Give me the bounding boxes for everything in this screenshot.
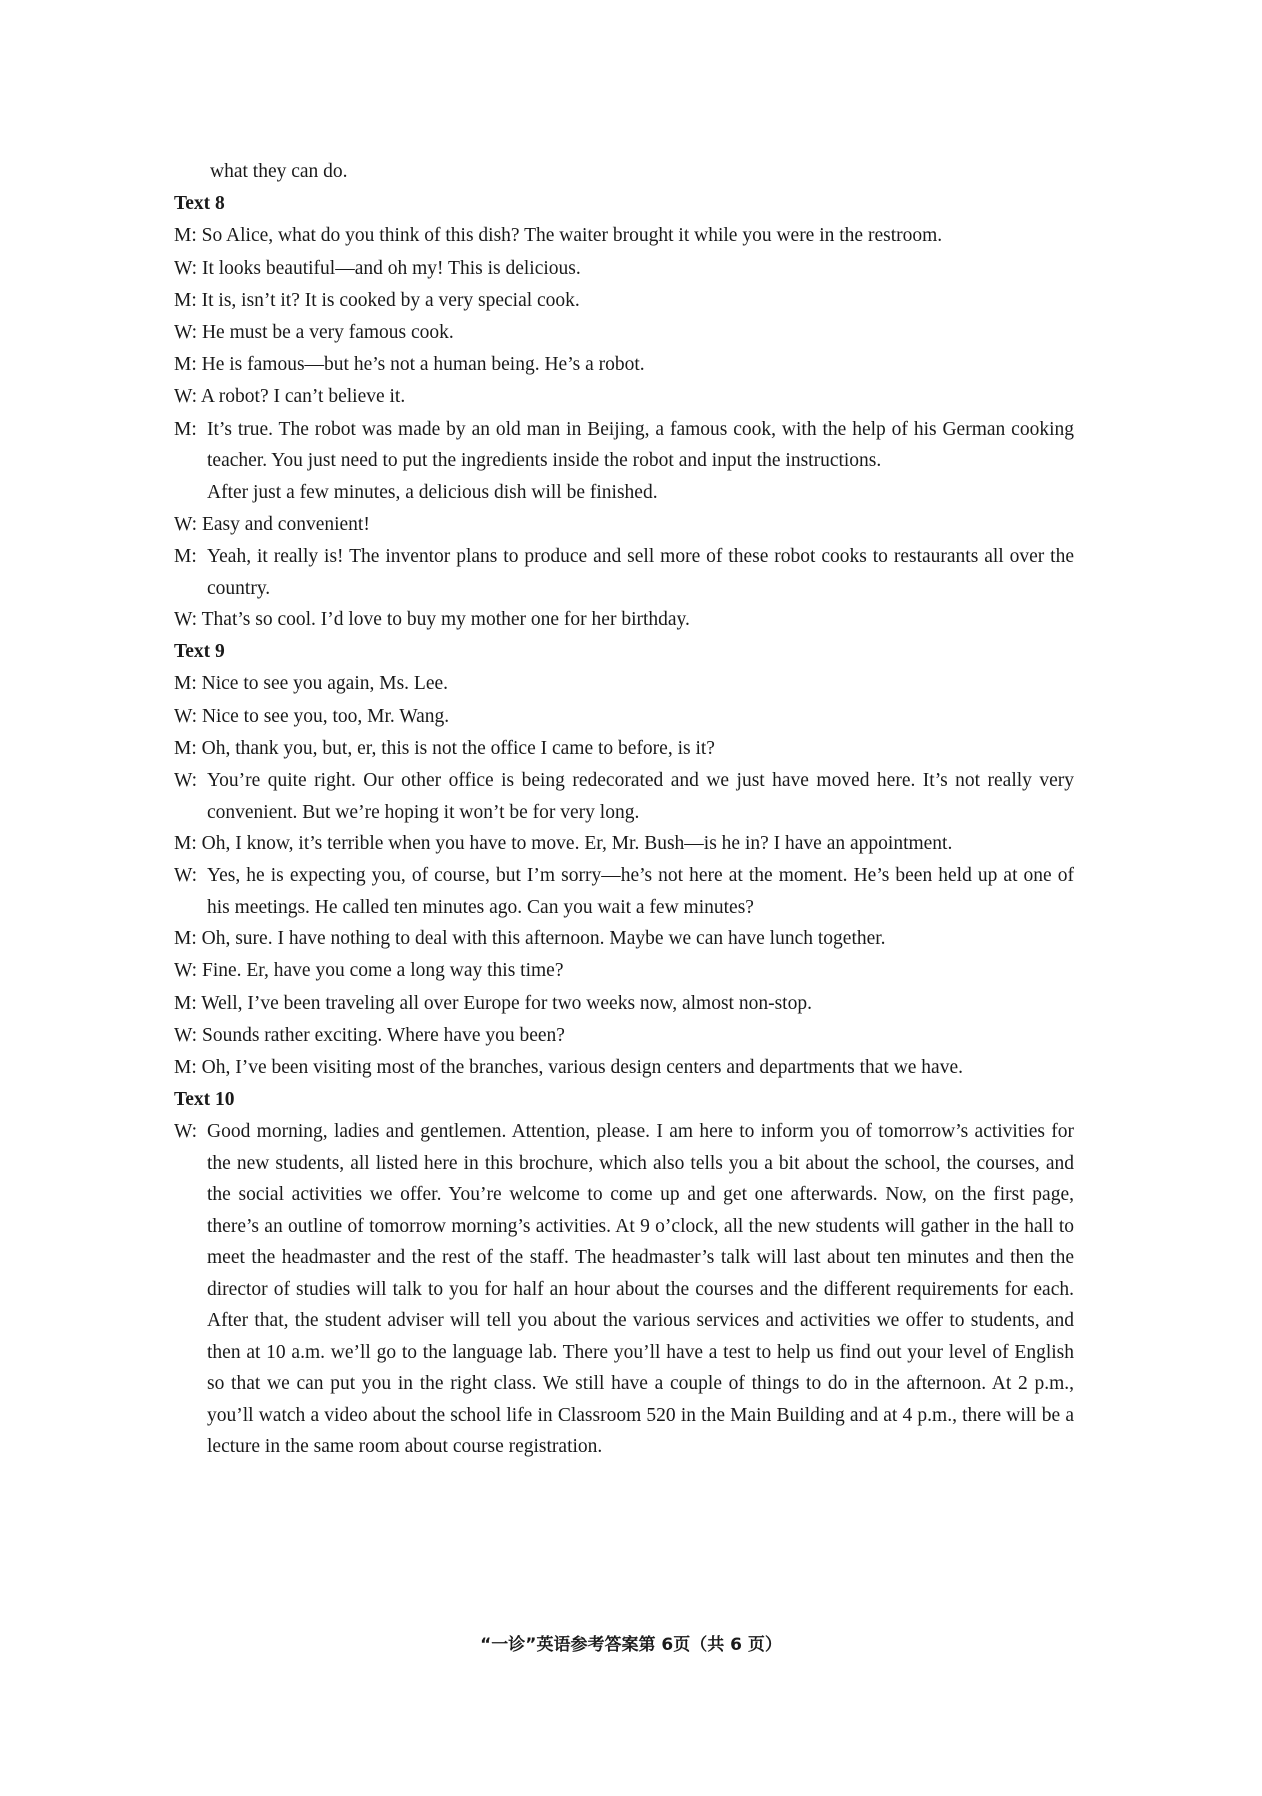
text8-line-8: W: Easy and convenient! [174,513,370,535]
speaker-label: W: [174,1121,198,1143]
speaker-label: M: [174,418,197,440]
speaker-label: W: [174,865,198,887]
text8-turn-9 [174,541,1074,604]
intro-line: what they can do. [210,161,348,182]
text9-line-6: Yes, he is expecting you, of course, but I’m sorry—he’s not here at the moment. He’s been held up at one of his meetings. He called ten minutes ago. Can you wait a few minutes? [207,865,1074,918]
page-footer: “一诊”英语参考答案第 6页（共 6 页） [480,1635,782,1655]
text9-line-2: W: Nice to see you, too, Mr. Wang. [174,705,450,727]
text8-line-7-cont: After just a few minutes, a delicious dish will be finished. [207,481,658,503]
text9-line-9: M: Well, I’ve been traveling all over Europe for two weeks now, almost non-stop. [174,992,812,1014]
text9-line-11: M: Oh, I’ve been visiting most of the branches, various design centers and departments that we have. [174,1057,963,1079]
text9-line-3: M: Oh, thank you, but, er, this is not the office I came to before, is it? [174,737,715,759]
text9-line-10: W: Sounds rather exciting. Where have you been? [174,1024,565,1046]
text8-line-6: W: A robot? I can’t believe it. [174,386,406,408]
text10-monologue: Good morning, ladies and gentlemen. Attention, please. I am here to inform you of tomorrow’s activities for the new students, all listed here in this brochure, which also tells you a bit about the school, the courses, and the social activities we offer. You’re welcome to come up and get one afterwards. Now, on the first page, there’s an outline of tomorrow morning’s activities. At 9 o’clock, all the new students will gather in the hall to meet the headmaster and the rest of the staff. The headmaster’s talk will last about ten minutes and then the director of studies will talk to you for half an hour about the courses and the different requirements for each. After that, the student adviser will tell you about the various services and activities we offer to students, and then at 10 a.m. we’ll go to the language lab. There you’ll have a test to help us find out your level of English so that we can put you in the right class. We still have a couple of things to do in the afternoon. At 2 p.m., you’ll watch a video about the school life in Classroom 520 in the Main Building and at 4 p.m., there will be a lecture in the same room about course registration. [207,1121,1074,1458]
text8-turn-7 [174,414,1074,509]
text10-heading: Text 10 [174,1089,235,1111]
text8-line-1: M: So Alice, what do you think of this dish? The waiter brought it while you were in the restroom. [174,225,943,247]
text8-line-4: W: He must be a very famous cook. [174,322,454,344]
text9-turn-4 [174,765,1074,828]
text10-turn [174,1116,1074,1463]
text9-line-4: You’re quite right. Our other office is being redecorated and we just have moved here. It’s not really very convenient. But we’re hoping it won’t be for very long. [207,770,1074,823]
text9-turn-6 [174,860,1074,923]
text9-heading: Text 9 [174,641,225,663]
text8-line-3: M: It is, isn’t it? It is cooked by a very special cook. [174,289,580,311]
text8-heading: Text 8 [174,193,225,215]
text9-line-1: M: Nice to see you again, Ms. Lee. [174,673,449,695]
text8-line-5: M: He is famous—but he’s not a human being. He’s a robot. [174,354,645,376]
speaker-label: W: [174,770,198,792]
speaker-label: M: [174,546,197,568]
text9-line-7: M: Oh, sure. I have nothing to deal with this afternoon. Maybe we can have lunch together. [174,928,886,950]
text8-line-2: W: It looks beautiful—and oh my! This is delicious. [174,257,581,279]
text9-line-8: W: Fine. Er, have you come a long way this time? [174,960,564,982]
text8-line-7: It’s true. The robot was made by an old man in Beijing, a famous cook, with the help of his German cooking teacher. You just need to put the ingredients inside the robot and input the instructions. [207,418,1074,472]
text8-line-10: W: That’s so cool. I’d love to buy my mother one for her birthday. [174,609,690,631]
text8-line-9: Yeah, it really is! The inventor plans to produce and sell more of these robot cooks to restaurants all over the country. [207,546,1074,599]
document-body [174,156,1074,1463]
text9-line-5: M: Oh, I know, it’s terrible when you have to move. Er, Mr. Bush—is he in? I have an appointment. [174,833,953,855]
